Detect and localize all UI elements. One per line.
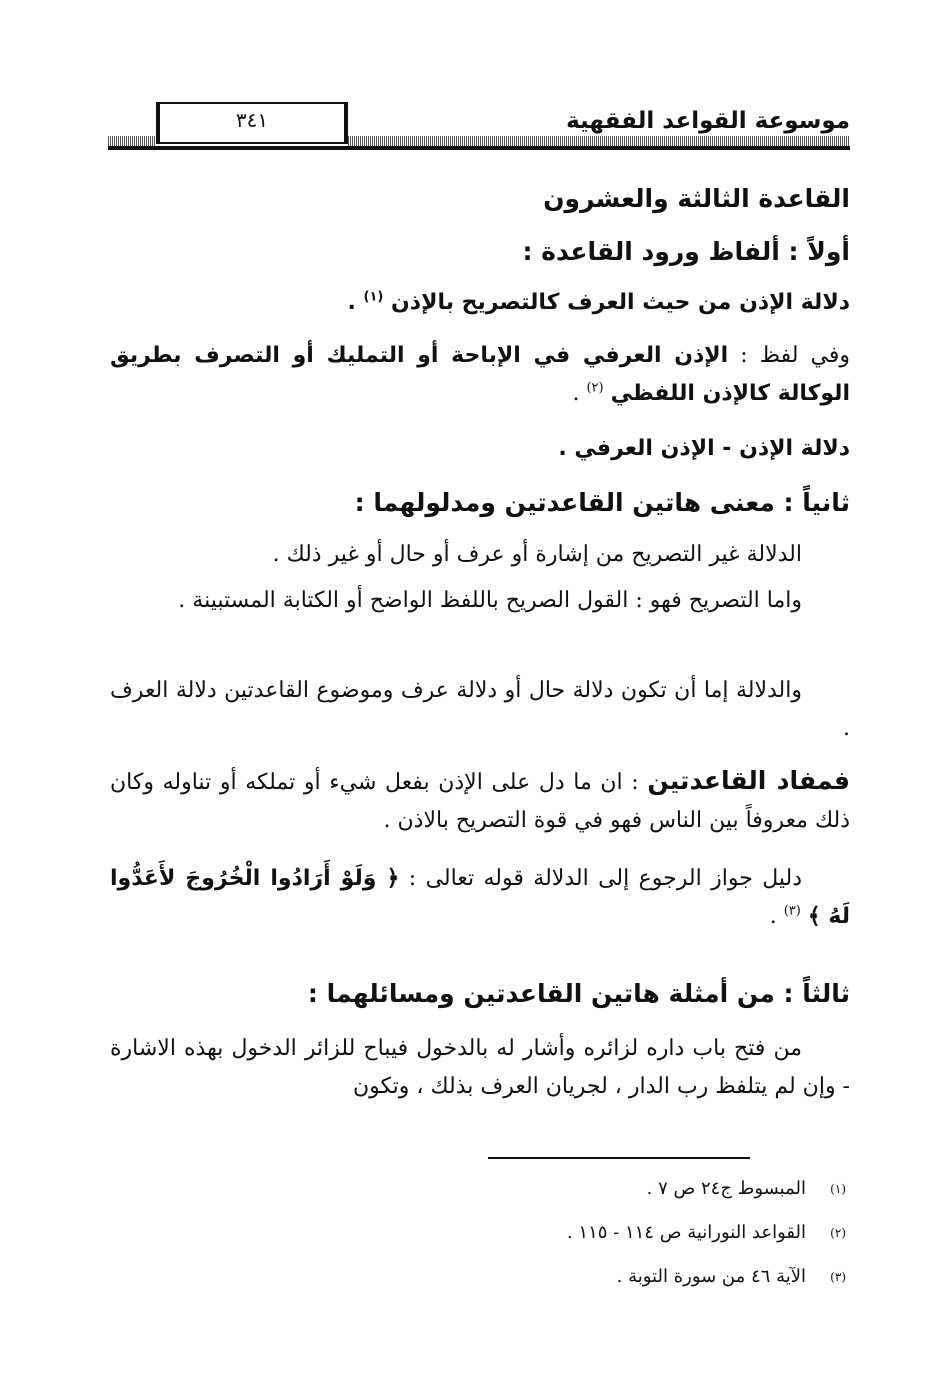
section2-paragraph4 <box>110 762 850 840</box>
footnote-marker: (٣) <box>830 1270 846 1284</box>
footnote-marker: (١) <box>830 1182 846 1196</box>
page-number-box <box>156 102 348 144</box>
section3-paragraph1: من فتح باب داره لزائره وأشار له بالدخول فيباح للزائر الدخول بهذه الاشارة - وإن لم يتلفظ رب الدار ، لجريان العرف بذلك ، وتكون <box>110 1036 850 1099</box>
footnote-3 <box>246 1264 846 1290</box>
quran-verse: ﴿ وَلَوْ أَرَادُوا الْخُرُوجَ لأَعَدُّوا لَهُ ﴾ <box>110 866 850 929</box>
rule-title: القاعدة الثالثة والعشرون <box>543 184 850 213</box>
section2-heading: ثانياً : معنى هاتين القاعدتين ومدلولهما : <box>354 488 850 517</box>
section1-wording1 <box>110 284 850 322</box>
section2-paragraph2: واما التصريح فهو : القول الصريح باللفظ الواضح أو الكتابة المستبينة . <box>178 588 802 613</box>
page-header <box>108 100 850 156</box>
footnote-text: القواعد النورانية ص ١١٤ - ١١٥ . <box>566 1222 806 1243</box>
page-number: ٣٤١ <box>235 108 269 132</box>
footnote-ref-1: (١) <box>363 289 384 305</box>
footnote-separator <box>488 1157 750 1159</box>
footnote-1 <box>246 1176 846 1202</box>
footnote-ref-3: (٣) <box>783 903 801 919</box>
wording1-end: . <box>347 290 356 315</box>
paragraph5-text: دليل جواز الرجوع إلى الدلالة قوله تعالى : <box>399 866 803 891</box>
section1-wording3: دلالة الإذن - الإذن العرفي . <box>558 436 850 461</box>
footnote-2 <box>246 1220 846 1246</box>
footnote-ref-2: (٢) <box>586 380 604 396</box>
footnote-text: المبسوط ج٢٤ ص ٧ . <box>646 1178 806 1199</box>
section2-paragraph3: والدلالة إما أن تكون دلالة حال أو دلالة عرف وموضوع القاعدتين دلالة العرف . <box>110 678 850 741</box>
paragraph5-end: . <box>769 904 777 929</box>
wording2-text: الإذن العرفي في الإباحة أو التمليك أو التصرف بطريق الوكالة كالإذن اللفظي <box>110 343 850 406</box>
wording2-end: . <box>572 381 580 406</box>
header-pattern-left <box>108 136 156 146</box>
section2-paragraph5 <box>110 860 850 936</box>
running-title: موسوعة القواعد الفقهية <box>566 108 850 134</box>
section1-heading: أولاً : ألفاظ ورود القاعدة : <box>522 237 850 266</box>
section3-heading: ثالثاً : من أمثلة هاتين القاعدتين ومسائلهما : <box>307 979 850 1008</box>
wording1-text: دلالة الإذن من حيث العرف كالتصريح بالإذن <box>391 290 850 315</box>
header-pattern-right <box>348 136 850 146</box>
footnote-marker: (٢) <box>830 1226 846 1240</box>
footnote-text: الآية ٤٦ من سورة التوبة . <box>616 1266 806 1287</box>
section2-paragraph1: الدلالة غير التصريح من إشارة أو عرف أو حال أو غير ذلك . <box>272 542 802 567</box>
section1-wording2 <box>110 337 850 413</box>
paragraph4-label: فمفاد القاعدتين <box>647 766 850 795</box>
paragraph4-text: : ان ما دل على الإذن بفعل شيء أو تملكه أو تناوله وكان ذلك معروفاً بين الناس فهو في قوة التصريح بالاذن . <box>110 770 850 833</box>
header-rule <box>108 146 850 150</box>
wording2-prefix: وفي لفظ : <box>728 343 850 368</box>
